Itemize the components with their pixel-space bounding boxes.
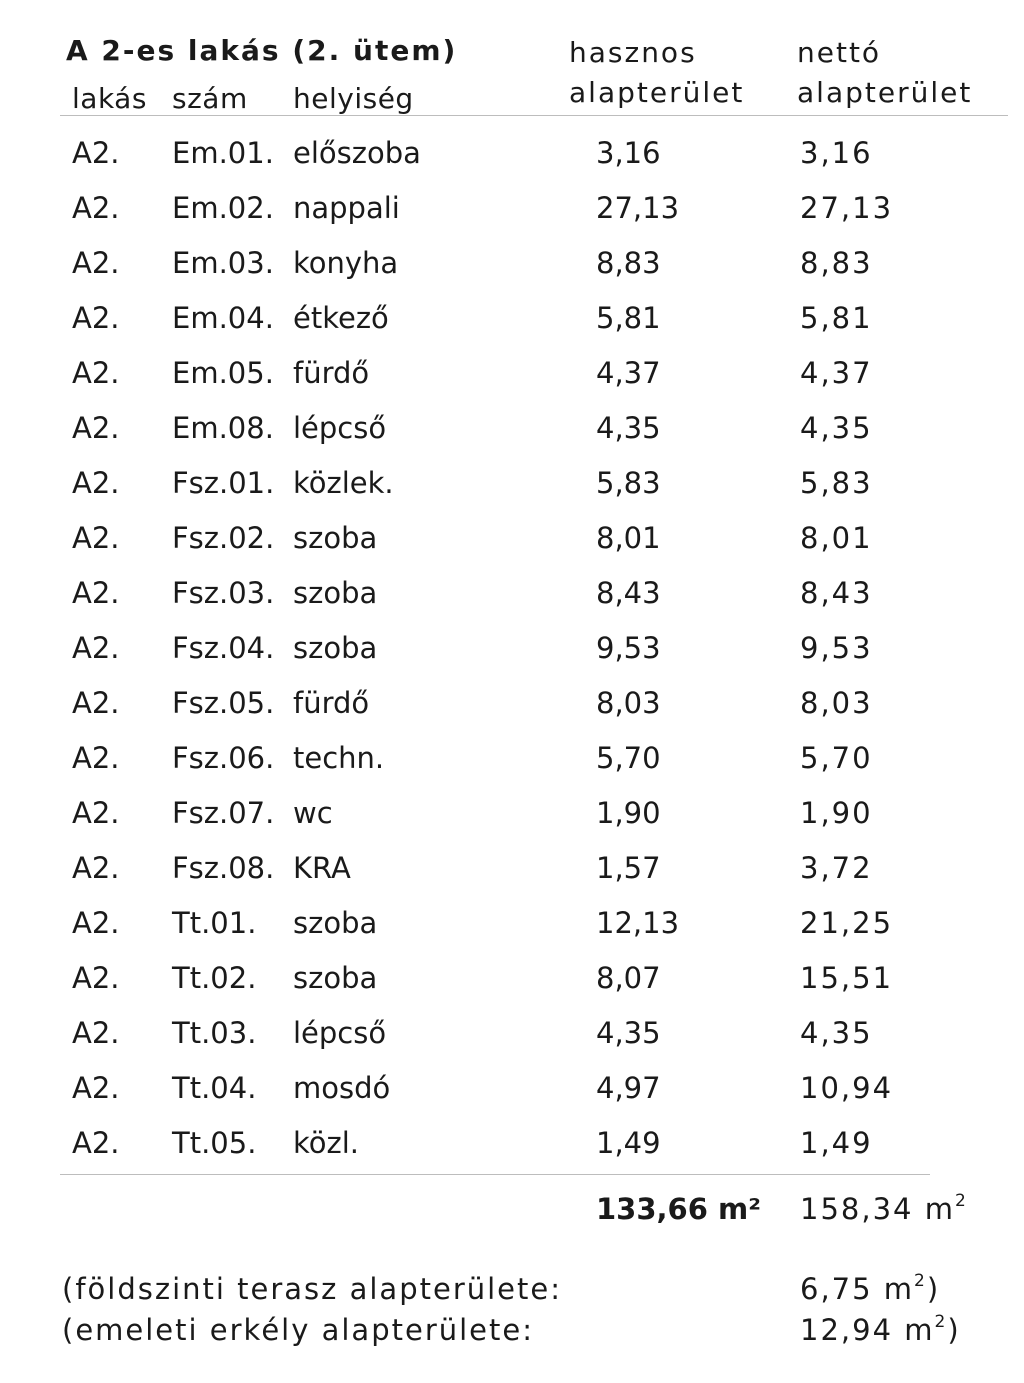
- cell-netto: 8,01: [800, 521, 873, 555]
- cell-helyiseg: szoba: [293, 631, 378, 665]
- table-row: [0, 136, 1024, 192]
- cell-szam: Fsz.06.: [172, 741, 275, 775]
- cell-hasznos: 8,83: [596, 246, 661, 280]
- cell-szam: Fsz.01.: [172, 466, 275, 500]
- table-row: [0, 1071, 1024, 1127]
- cell-lakas: A2.: [72, 1071, 120, 1105]
- cell-hasznos: 9,53: [596, 631, 661, 665]
- cell-szam: Em.01.: [172, 136, 274, 170]
- cell-szam: Em.02.: [172, 191, 274, 225]
- cell-hasznos: 3,16: [596, 136, 661, 170]
- cell-lakas: A2.: [72, 1016, 120, 1050]
- cell-helyiseg: mosdó: [293, 1071, 391, 1105]
- cell-lakas: A2.: [72, 1126, 120, 1160]
- cell-lakas: A2.: [72, 796, 120, 830]
- cell-helyiseg: techn.: [293, 741, 385, 775]
- cell-lakas: A2.: [72, 851, 120, 885]
- note-terasz-value: 6,75 $m^2$): [800, 1271, 941, 1306]
- cell-szam: Fsz.02.: [172, 521, 275, 555]
- table-row: [0, 191, 1024, 247]
- cell-hasznos: 4,37: [596, 356, 661, 390]
- cell-helyiseg: lépcső: [293, 1016, 387, 1050]
- header-hasznos-line1: hasznos: [569, 36, 697, 69]
- cell-helyiseg: közlek.: [293, 466, 394, 500]
- cell-szam: Em.05.: [172, 356, 274, 390]
- cell-helyiseg: szoba: [293, 961, 378, 995]
- table-row: [0, 246, 1024, 302]
- cell-szam: Fsz.03.: [172, 576, 275, 610]
- cell-lakas: A2.: [72, 521, 120, 555]
- cell-szam: Fsz.04.: [172, 631, 275, 665]
- cell-netto: 5,70: [800, 741, 873, 775]
- cell-netto: 8,43: [800, 576, 873, 610]
- note-erkely-label: (emeleti erkély alapterülete:: [62, 1313, 535, 1347]
- table-row: [0, 851, 1024, 907]
- cell-helyiseg: wc: [293, 796, 333, 830]
- cell-hasznos: 5,70: [596, 741, 661, 775]
- cell-lakas: A2.: [72, 356, 120, 390]
- cell-szam: Em.08.: [172, 411, 274, 445]
- cell-szam: Fsz.08.: [172, 851, 275, 885]
- note-terasz-label: (földszinti terasz alapterülete:: [62, 1272, 563, 1306]
- cell-netto: 5,81: [800, 301, 873, 335]
- cell-szam: Tt.05.: [172, 1126, 257, 1160]
- cell-netto: 4,35: [800, 411, 873, 445]
- cell-hasznos: 4,35: [596, 411, 661, 445]
- table-row: [0, 686, 1024, 742]
- cell-hasznos: 1,49: [596, 1126, 661, 1160]
- cell-hasznos: 4,35: [596, 1016, 661, 1050]
- header-hasznos-line2: alapterület: [569, 76, 745, 109]
- table-row: [0, 576, 1024, 632]
- header-netto-line1: nettó: [797, 36, 882, 69]
- header-divider: [60, 115, 1008, 116]
- cell-hasznos: 1,57: [596, 851, 661, 885]
- table-row: [0, 301, 1024, 357]
- cell-netto: 4,35: [800, 1016, 873, 1050]
- table-row: [0, 1016, 1024, 1072]
- cell-helyiseg: fürdő: [293, 356, 370, 390]
- cell-szam: Em.04.: [172, 301, 274, 335]
- table-row: [0, 961, 1024, 1017]
- cell-netto: 1,90: [800, 796, 873, 830]
- cell-szam: Fsz.07.: [172, 796, 275, 830]
- note-erkely-value: 12,94 $m^2$): [800, 1312, 961, 1347]
- cell-lakas: A2.: [72, 191, 120, 225]
- cell-lakas: A2.: [72, 246, 120, 280]
- cell-netto: 27,13: [800, 191, 894, 225]
- cell-helyiseg: fürdő: [293, 686, 370, 720]
- header-netto-line2: alapterület: [797, 76, 973, 109]
- cell-lakas: A2.: [72, 136, 120, 170]
- cell-helyiseg: szoba: [293, 521, 378, 555]
- cell-szam: Fsz.05.: [172, 686, 275, 720]
- cell-netto: 4,37: [800, 356, 873, 390]
- table-row: [0, 466, 1024, 522]
- cell-hasznos: 4,97: [596, 1071, 661, 1105]
- cell-netto: 9,53: [800, 631, 873, 665]
- cell-netto: 8,83: [800, 246, 873, 280]
- header-lakas: lakás: [72, 82, 147, 115]
- cell-netto: 10,94: [800, 1071, 894, 1105]
- cell-hasznos: 27,13: [596, 191, 680, 225]
- cell-lakas: A2.: [72, 906, 120, 940]
- cell-netto: 8,03: [800, 686, 873, 720]
- cell-netto: 21,25: [800, 906, 894, 940]
- cell-hasznos: 8,43: [596, 576, 661, 610]
- cell-lakas: A2.: [72, 961, 120, 995]
- cell-helyiseg: előszoba: [293, 136, 421, 170]
- cell-helyiseg: szoba: [293, 576, 378, 610]
- table-row: [0, 411, 1024, 467]
- total-netto: 158,34 $m^2$: [800, 1191, 968, 1226]
- cell-szam: Em.03.: [172, 246, 274, 280]
- total-hasznos: 133,66 m²: [596, 1192, 761, 1226]
- cell-helyiseg: étkező: [293, 301, 389, 335]
- header-helyiseg: helyiség: [293, 82, 414, 115]
- cell-netto: 15,51: [800, 961, 894, 995]
- cell-szam: Tt.02.: [172, 961, 257, 995]
- cell-hasznos: 8,03: [596, 686, 661, 720]
- cell-szam: Tt.04.: [172, 1071, 257, 1105]
- table-row: [0, 906, 1024, 962]
- cell-netto: 1,49: [800, 1126, 873, 1160]
- cell-hasznos: 8,01: [596, 521, 661, 555]
- table-row: [0, 521, 1024, 577]
- table-title: A 2-es lakás (2. ütem): [66, 34, 458, 67]
- totals-divider: [60, 1174, 930, 1175]
- cell-helyiseg: nappali: [293, 191, 400, 225]
- cell-szam: Tt.03.: [172, 1016, 257, 1050]
- table-row: [0, 631, 1024, 687]
- table-row: [0, 796, 1024, 852]
- cell-szam: Tt.01.: [172, 906, 257, 940]
- cell-hasznos: 8,07: [596, 961, 661, 995]
- cell-hasznos: 12,13: [596, 906, 680, 940]
- cell-lakas: A2.: [72, 631, 120, 665]
- cell-netto: 3,72: [800, 851, 873, 885]
- cell-hasznos: 5,83: [596, 466, 661, 500]
- table-row: [0, 741, 1024, 797]
- table-row: [0, 356, 1024, 412]
- cell-netto: 5,83: [800, 466, 873, 500]
- cell-netto: 3,16: [800, 136, 873, 170]
- cell-lakas: A2.: [72, 741, 120, 775]
- cell-helyiseg: KRA: [293, 851, 351, 885]
- cell-lakas: A2.: [72, 411, 120, 445]
- cell-helyiseg: közl.: [293, 1126, 360, 1160]
- cell-hasznos: 5,81: [596, 301, 661, 335]
- cell-lakas: A2.: [72, 686, 120, 720]
- cell-hasznos: 1,90: [596, 796, 661, 830]
- cell-helyiseg: szoba: [293, 906, 378, 940]
- cell-lakas: A2.: [72, 576, 120, 610]
- cell-lakas: A2.: [72, 466, 120, 500]
- header-szam: szám: [172, 82, 248, 115]
- cell-helyiseg: lépcső: [293, 411, 387, 445]
- cell-lakas: A2.: [72, 301, 120, 335]
- cell-helyiseg: konyha: [293, 246, 399, 280]
